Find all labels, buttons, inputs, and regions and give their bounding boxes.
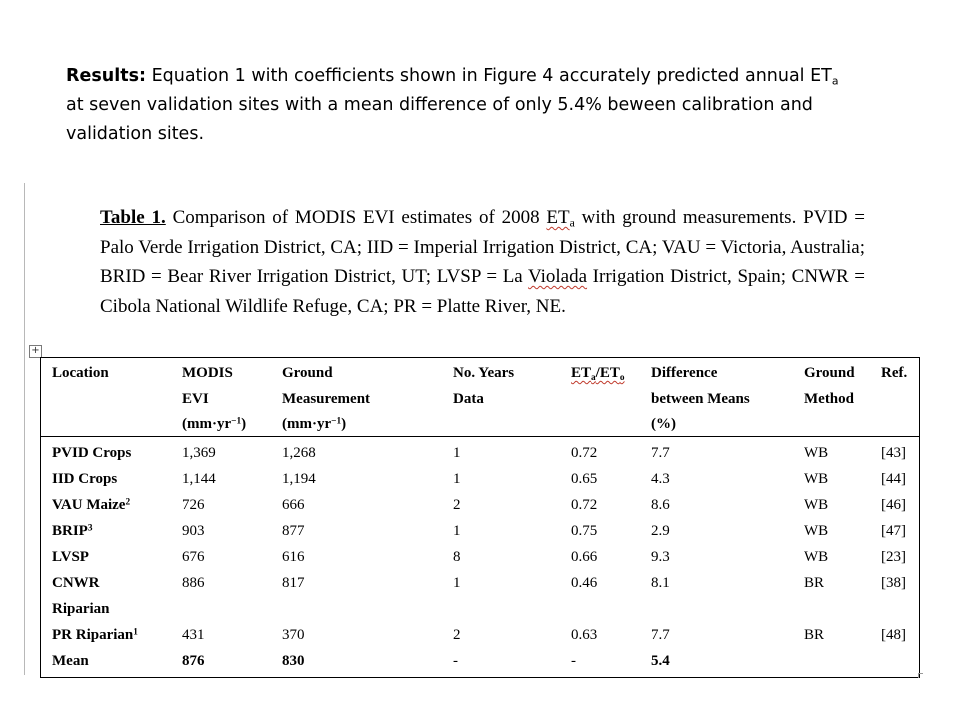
- caption-et-subscript: a: [569, 216, 575, 230]
- row-modis: 726: [182, 497, 205, 513]
- table-move-handle-icon[interactable]: +: [29, 345, 42, 358]
- results-text-part1: Equation 1 with coefficients shown in Figure 4 accurately predicted annual ET: [146, 66, 832, 86]
- mean-label: Mean: [52, 653, 89, 669]
- row-location-text: CNWR: [52, 575, 100, 591]
- header-method-2: Method: [804, 391, 854, 407]
- results-et-subscript: a: [831, 74, 839, 88]
- header-modis-units: [182, 411, 246, 437]
- table-resize-handle[interactable]: [918, 673, 923, 678]
- row-ref: [23]: [881, 549, 906, 565]
- row-ground: 370: [282, 627, 305, 643]
- header-ratio-sub-a: a: [591, 372, 596, 383]
- row-location: [52, 518, 93, 544]
- results-paragraph: [66, 62, 846, 149]
- row-ground: 666: [282, 497, 305, 513]
- caption-et: ET: [546, 207, 570, 228]
- row-location-text: BRIP: [52, 523, 88, 539]
- caption-text-part1: Comparison of MODIS EVI estimates of 2008: [165, 207, 547, 228]
- row-ground: 817: [282, 575, 305, 591]
- header-ratio: [571, 360, 625, 386]
- header-ground-units-sup: −1: [331, 416, 342, 427]
- row-modis: 1,369: [182, 445, 216, 461]
- row-method: BR: [804, 575, 825, 591]
- header-ground-units: [282, 411, 346, 437]
- row-location-text: VAU Maize: [52, 497, 126, 513]
- header-ratio-slash: /ET: [595, 365, 620, 381]
- row-years: 2: [453, 497, 461, 513]
- header-years-2: Data: [453, 391, 484, 407]
- row-location: [52, 492, 130, 518]
- row-location-text: IID Crops: [52, 471, 118, 487]
- row-diff: 4.3: [651, 471, 670, 487]
- row-ref: [43]: [881, 445, 906, 461]
- row-modis: 676: [182, 549, 205, 565]
- table-row: [40, 596, 920, 622]
- row-ref: [48]: [881, 627, 906, 643]
- row-location-text: LVSP: [52, 549, 89, 565]
- row-ref: [47]: [881, 523, 906, 539]
- row-ratio: 0.75: [571, 523, 598, 539]
- row-ground: 1,194: [282, 471, 316, 487]
- row-location-footnote: 2: [125, 497, 131, 508]
- row-diff: 7.7: [651, 627, 670, 643]
- header-ground-units-text: (mm·yr: [282, 416, 332, 432]
- caption-violada-word: Violada: [528, 266, 588, 288]
- row-location: [52, 544, 89, 570]
- row-method: WB: [804, 523, 829, 539]
- row-years: 1: [453, 445, 461, 461]
- header-modis-units-sup: −1: [231, 416, 242, 427]
- results-label: Results:: [66, 66, 146, 86]
- row-modis: 1,144: [182, 471, 216, 487]
- row-method: WB: [804, 497, 829, 513]
- row-location: [52, 570, 100, 596]
- header-diff-3: (%): [651, 416, 676, 432]
- header-row-2: [40, 386, 920, 412]
- header-modis-units-end: ): [241, 416, 247, 432]
- row-diff: 9.3: [651, 549, 670, 565]
- caption-title: Table 1.: [100, 207, 166, 228]
- row-location-footnote: 1: [133, 627, 138, 638]
- header-row-1: [40, 360, 920, 386]
- row-method: WB: [804, 445, 829, 461]
- row-location-footnote: 3: [87, 523, 93, 534]
- header-ground-2: Measurement: [282, 391, 371, 407]
- row-ground: 616: [282, 549, 305, 565]
- table-row: [40, 466, 920, 492]
- header-modis-1: MODIS: [182, 365, 233, 381]
- row-ref: [44]: [881, 471, 906, 487]
- mean-modis: 876: [182, 653, 205, 669]
- mean-years: -: [453, 653, 458, 669]
- row-ratio: 0.65: [571, 471, 598, 487]
- row-location: [52, 596, 110, 622]
- header-modis-units-text: (mm·yr: [182, 416, 232, 432]
- table-row: [40, 492, 920, 518]
- row-ratio: 0.46: [571, 575, 598, 591]
- row-ground: 877: [282, 523, 305, 539]
- table-row: [40, 440, 920, 466]
- row-years: 1: [453, 523, 461, 539]
- header-location: Location: [52, 365, 109, 381]
- header-ground-units-end: ): [341, 416, 347, 432]
- caption-text-part3: Irrigation District, Spain; CNWR = Cibola National Wildlife Refuge, CA; PR = Platte River, NE.: [100, 266, 865, 317]
- header-ratio-sub-o: o: [619, 372, 625, 383]
- row-ratio: 0.72: [571, 445, 598, 461]
- row-location-text: PVID Crops: [52, 445, 132, 461]
- results-text-part2: at seven validation sites with a mean difference of only 5.4% beween calibration and validation sites.: [66, 95, 813, 144]
- caption-text-part2: with ground measurements. PVID = Palo Verde Irrigation District, CA; IID = Imperial Irrigation District, CA; VAU = Victoria, Australia; BRID = Bear River Irrigation District, UT; LVSP = La: [100, 207, 865, 288]
- caption-et-word: [546, 207, 574, 228]
- row-location-text: Riparian: [52, 601, 110, 617]
- row-years: 1: [453, 471, 461, 487]
- header-ref: Ref.: [881, 365, 908, 381]
- row-ground: 1,268: [282, 445, 316, 461]
- row-diff: 8.6: [651, 497, 670, 513]
- row-ratio: 0.72: [571, 497, 598, 513]
- mean-ground: 830: [282, 653, 305, 669]
- header-ratio-et: ET: [571, 365, 592, 381]
- row-location: [52, 466, 117, 492]
- row-modis: 903: [182, 523, 205, 539]
- row-diff: 8.1: [651, 575, 670, 591]
- header-diff-1: Difference: [651, 365, 718, 381]
- row-diff: 2.9: [651, 523, 670, 539]
- row-modis: 886: [182, 575, 205, 591]
- header-ground-1: Ground: [282, 365, 333, 381]
- header-years-1: No. Years: [453, 365, 515, 381]
- table-mean-row: [40, 648, 920, 674]
- row-years: 8: [453, 549, 461, 565]
- row-diff: 7.7: [651, 445, 670, 461]
- row-location: [52, 622, 138, 648]
- table-row: [40, 518, 920, 544]
- row-modis: 431: [182, 627, 205, 643]
- table-row: [40, 544, 920, 570]
- row-ratio: 0.66: [571, 549, 598, 565]
- document-margin-rule: [24, 183, 25, 675]
- header-row-3: [40, 411, 920, 437]
- row-location: [52, 440, 131, 466]
- row-years: 1: [453, 575, 461, 591]
- row-method: WB: [804, 549, 829, 565]
- mean-diff: 5.4: [651, 653, 670, 669]
- row-ratio: 0.63: [571, 627, 598, 643]
- header-method-1: Ground: [804, 365, 855, 381]
- table-caption: [100, 203, 865, 321]
- row-ref: [38]: [881, 575, 906, 591]
- header-modis-2: EVI: [182, 391, 209, 407]
- row-years: 2: [453, 627, 461, 643]
- table-row: [40, 622, 920, 648]
- header-diff-2: between Means: [651, 391, 750, 407]
- row-location-text: PR Riparian: [52, 627, 134, 643]
- row-method: WB: [804, 471, 829, 487]
- table-top-rule: [40, 357, 920, 358]
- row-ref: [46]: [881, 497, 906, 513]
- row-method: BR: [804, 627, 825, 643]
- mean-ratio: -: [571, 653, 576, 669]
- table-row: [40, 570, 920, 596]
- table-bottom-rule: [40, 677, 920, 678]
